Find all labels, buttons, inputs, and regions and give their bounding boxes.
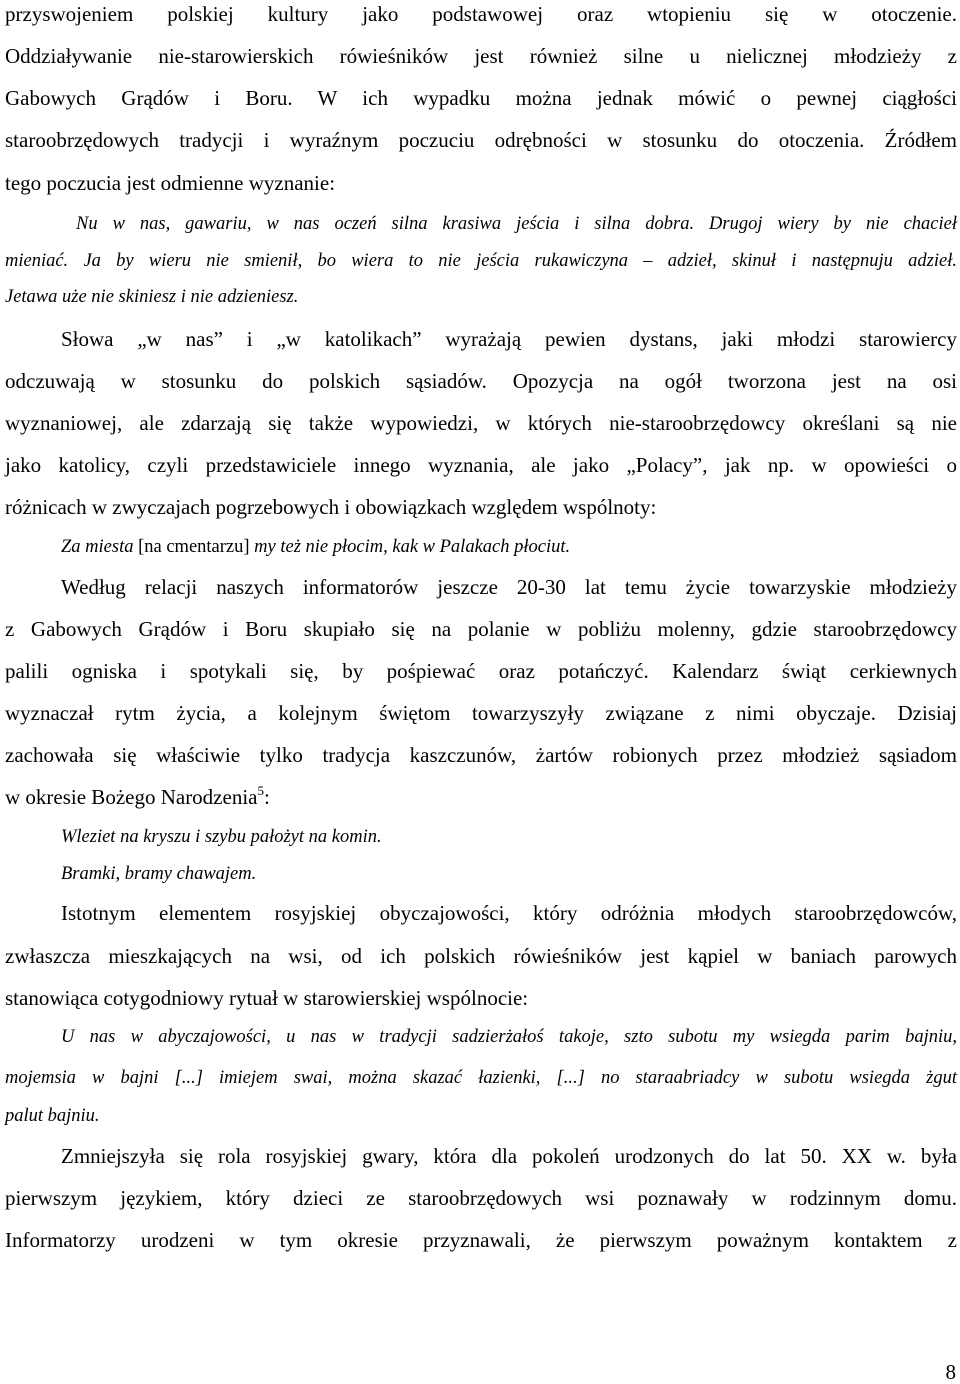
text-line: wyznaczał rytm życia, a kolejnym świętom towarzyszyły związane z nimi obyczaje. Dzisiaj — [5, 701, 957, 725]
text-line: różnicach w zwyczajach pogrzebowych i obowiązkach względem wspólnoty: — [5, 495, 657, 519]
text-line — [5, 784, 957, 810]
quote-line: Nu w nas, gawariu, w nas oczeń silna krasiwa jeścia i silna dobra. Drugoj wiery by nie chacieł — [76, 214, 957, 234]
text-line: zachowała się właściwie tylko tradycja kaszczunów, żartów robionych przez młodzież sąsiadom — [5, 743, 957, 767]
text-line: odczuwają w stosunku do polskich sąsiadów. Opozycja na ogół tworzona jest na osi — [5, 369, 957, 393]
text-line: Istotnym elementem rosyjskiej obyczajowości, który odróżnia młodych staroobrzędowców, — [61, 901, 957, 925]
quote-line: mieniać. Ja by wieru nie smienił, bo wiera to nie jeścia rukawiczyna – adzieł, skinuł i następnuju adzieł. — [5, 251, 957, 271]
text-line: Gabowych Grądów i Boru. W ich wypadku można jednak mówić o pewnej ciągłości — [5, 86, 957, 110]
footnote-marker: 5 — [257, 783, 264, 798]
text-line: z Gabowych Grądów i Boru skupiało się na polanie w pobliżu molenny, gdzie staroobrzędowcy — [5, 617, 957, 641]
text-line: Oddziaływanie nie-starowierskich rówieśników jest również silne u nielicznej młodzieży z — [5, 44, 957, 68]
quote-line: mojemsia w bajni [...] imiejem swai, można skazać łazienki, [...] no staraabriadcy w subotu wsiegda żgut — [5, 1068, 957, 1088]
quote-line: Wleziet na kryszu i szybu pałożyt na komin. — [61, 827, 382, 847]
text-line: Według relacji naszych informatorów jeszcze 20-30 lat temu życie towarzyskie młodzieży — [61, 575, 957, 599]
text-line: Słowa „w nas” i „w katolikach” wyrażają pewien dystans, jaki młodzi starowiercy — [61, 327, 957, 351]
quote-text: Za miesta — [61, 537, 134, 557]
text-line: wyznaniowej, ale zdarzają się także wypowiedzi, w których nie-staroobrzędowcy określani są nie — [5, 411, 957, 435]
quote-line: U nas w abyczajowości, u nas w tradycji sadzierżałoś takoje, szto subotu my wsiegda parim bajniu, — [61, 1027, 957, 1047]
line-text: w okresie Bożego Narodzenia — [5, 785, 258, 809]
page-number: 8 — [945, 1360, 956, 1384]
text-line: Informatorzy urodzeni w tym okresie przyznawali, że pierwszym poważnym kontaktem z — [5, 1228, 957, 1252]
text-line: stanowiąca cotygodniowy rytuał w starowierskiej wspólnocie: — [5, 986, 529, 1010]
text-line: Zmniejszyła się rola rosyjskiej gwary, która dla pokoleń urodzonych do lat 50. XX w. była — [61, 1144, 957, 1168]
text-line: staroobrzędowych tradycji i wyraźnym poczuciu odrębności w stosunku do otoczenia. Źródłem — [5, 128, 957, 152]
quote-line: Bramki, bramy chawajem. — [61, 864, 257, 884]
quote-line: palut bajniu. — [5, 1106, 100, 1126]
text-line: jako katolicy, czyli przedstawiciele innego wyznania, ale jako „Polacy”, jak np. w opowieści o — [5, 453, 957, 477]
text-line: zwłaszcza mieszkających na wsi, od ich polskich rówieśników jest kąpiel w baniach parowych — [5, 944, 957, 968]
editorial-insert: [na cmentarzu] — [133, 537, 255, 557]
line-text: : — [263, 785, 270, 809]
text-line: pierwszym językiem, który dzieci ze staroobrzędowych wsi poznawały w rodzinnym domu. — [5, 1186, 957, 1210]
quote-text: my też nie płocim, kak w Palakach płociut. — [254, 537, 571, 557]
text-line: tego poczucia jest odmienne wyznanie: — [5, 171, 336, 195]
text-line: palili ogniska i spotykali się, by pośpiewać oraz potańczyć. Kalendarz świąt cerkiewnych — [5, 659, 957, 683]
quote-2 — [61, 535, 957, 559]
quote-line: Jetawa uże nie skiniesz i nie adzieniesz. — [5, 287, 299, 307]
text-line: przyswojeniem polskiej kultury jako podstawowej oraz wtopieniu się w otoczenie. — [5, 2, 957, 26]
